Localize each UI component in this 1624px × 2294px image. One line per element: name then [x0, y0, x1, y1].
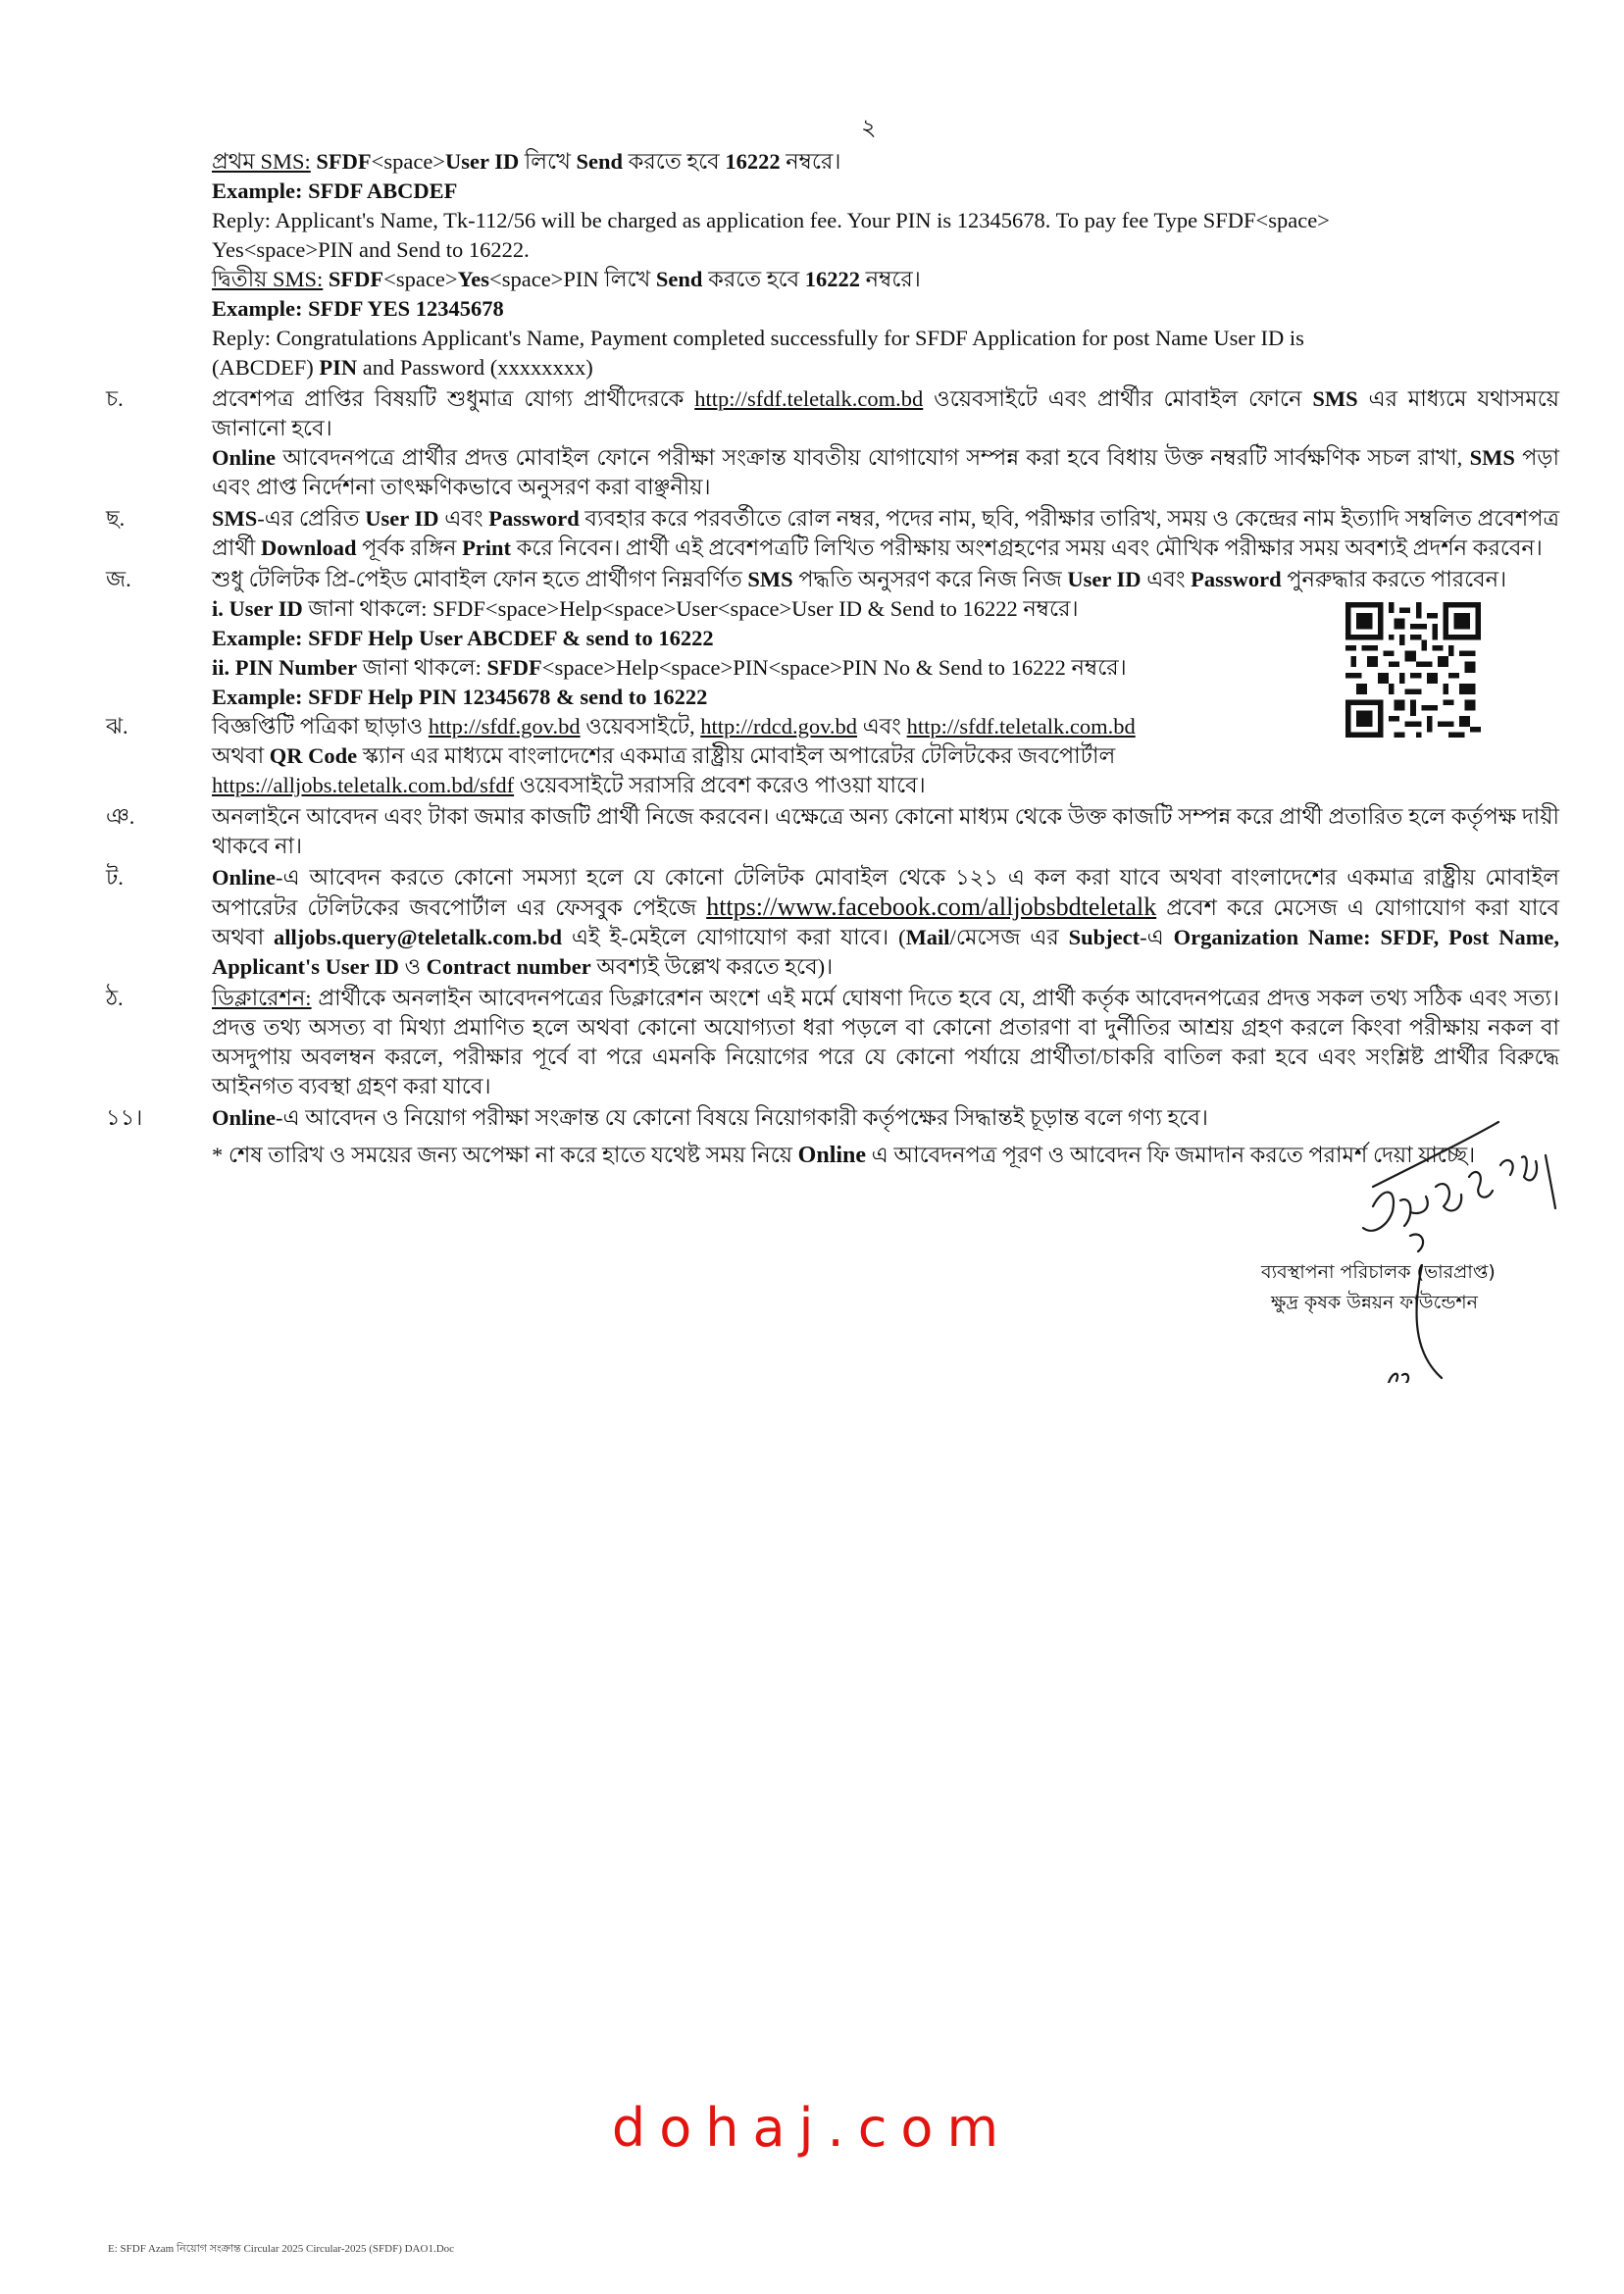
- cha-text-5: পড়া এবং প্রাপ্ত নির্দেশনা: [212, 445, 1560, 499]
- item-ja-marker: জ.: [106, 567, 131, 591]
- sms2-send: Send: [655, 267, 703, 291]
- item-11-online: Online: [212, 1105, 277, 1130]
- sms1-send: Send: [576, 149, 624, 174]
- sms1-label: প্রথম SMS:: [212, 149, 311, 174]
- ja-and: এবং: [1146, 567, 1186, 591]
- ja-example-2: Example: SFDF Help PIN 12345678 & send to 16222: [212, 685, 708, 709]
- sms2-space-pin: <space>PIN: [489, 267, 599, 291]
- jha-text-5: স্ক্যান এর মাধ্যমে বাংলাদেশের একমাত্র রাষ্ট্রীয় মোবাইল অপারেটর টেলিটকের জবপোর্টাল: [362, 743, 1116, 768]
- support-email[interactable]: alljobs.query@teletalk.com.bd: [273, 925, 563, 949]
- sms2-number: 16222: [804, 267, 861, 291]
- alljobs-link[interactable]: https://alljobs.teletalk.com.bd/sfdf: [212, 773, 515, 797]
- cha-text-6: তাৎক্ষণিকভাবে অনুসরণ করা বাঞ্ছনীয়।: [381, 475, 711, 499]
- ja-ii-command: <space>Help<space>PIN<space>PIN No & Send to 16222: [541, 655, 1066, 680]
- sms2-space: <space>: [383, 267, 458, 291]
- chha-text-1: -এর প্রেরিত: [257, 506, 360, 531]
- chha-text-3: পূর্বক রঙ্গিন: [362, 535, 457, 560]
- cha-sms-2: SMS: [1469, 445, 1515, 470]
- cha-text-4: আবেদনপত্রে প্রার্থীর প্রদত্ত মোবাইল ফোনে পরীক্ষা সংক্রান্ত যাবতীয় যোগাযোগ সম্পন্ন করা হবে বিধায় উক্ত নম্বরটি সার্বক্ষণিক সচল রাখা,: [282, 445, 1463, 470]
- ta-contract-number: Contract number: [426, 954, 591, 979]
- signatory-block: [1261, 1257, 1496, 1318]
- signatory-designation: ব্যবস্থাপনা পরিচালক (ভারপ্রাপ্ত): [1261, 1261, 1496, 1283]
- ta-text-7: অবশ্যই উল্লেখ করতে হবে)।: [596, 954, 834, 979]
- document-body: [106, 147, 1559, 1170]
- sms2-code: SFDF: [328, 267, 384, 291]
- ta-and: ও: [404, 954, 422, 979]
- item-11-body: -এ আবেদন ও নিয়োগ পরীক্ষা সংক্রান্ত যে কোনো বিষয়ে নিয়োগকারী কর্তৃপক্ষের সিদ্ধান্তই চূড়ান্ত বলে গণ্য হবে।: [276, 1105, 1208, 1130]
- watermark: dohaj.com: [611, 2097, 1013, 2159]
- ta-applicant-userid: Applicant's User ID: [212, 954, 399, 979]
- file-path: E: SFDF Azam নিয়োগ সংক্রান্ত Circular 2025 Circular-2025 (SFDF) DAO1.Doc: [108, 2243, 455, 2255]
- ta-text-3: প্রবেশ করে মেসেজ এ যোগাযোগ করা যাবে অথবা: [212, 895, 1560, 949]
- jha-qr-code-label: QR Code: [269, 743, 358, 768]
- ja-ii-label: ii. PIN Number: [212, 655, 358, 680]
- sfdf-teletalk-link[interactable]: http://sfdf.teletalk.com.bd: [906, 714, 1136, 739]
- item-nya-marker: ঞ.: [106, 804, 135, 829]
- item-jha: [106, 712, 1559, 800]
- signatory-organization: ক্ষুদ্র কৃষক উন্নয়ন ফাউন্ডেশন: [1271, 1292, 1478, 1313]
- item-11: [106, 1103, 1559, 1133]
- ja-text-2: পদ্ধতি অনুসরণ করে নিজ নিজ: [798, 567, 1062, 591]
- ta-text-2: জবপোর্টাল এর ফেসবুক পেইজে: [409, 895, 697, 920]
- sms2-reply-2: [106, 353, 1559, 382]
- declaration-text: প্রার্থীকে অনলাইন আবেদনপত্রের ডিক্লারেশন অংশে এই মর্মে ঘোষণা দিতে হবে যে, প্রার্থী কর্তৃক আবেদনপত্রের প্রদত্ত সকল তথ্য সঠিক এবং সত্য। প্রদত্ত তথ্য অসত্য বা মিথ্যা প্রমাণিত হলে অথবা কোনো অযোগ্যতা ধরা পড়লে বা কোনো প্রতারণা বা দুর্নীতির আশ্রয় গ্রহণ করলে কিংবা পরীক্ষায় নকল বা অসদুপায় অবলম্বন করলে, পরীক্ষার পূর্বে বা পরে এমনকি নিয়োগের পরে যে কোনো পর্যায়ে প্রার্থীতা/চাকরি বাতিল করা হবে এবং সংশ্লিষ্ট প্রার্থীর বিরুদ্ধে আইনগত ব্যবস্থা গ্রহণ করা যাবে।: [212, 986, 1560, 1098]
- chha-userid: User ID: [365, 506, 439, 531]
- item-tha: [106, 984, 1559, 1101]
- item-ta-marker: ট.: [106, 865, 124, 890]
- ja-password: Password: [1191, 567, 1282, 591]
- item-jha-text: [212, 712, 1330, 800]
- item-jha-marker: ঝ.: [106, 714, 128, 739]
- ta-text-4: এই ই-মেইলে যোগাযোগ করা যাবে। (: [571, 925, 906, 949]
- ja-ii-to: নম্বরে।: [1071, 655, 1127, 680]
- ja-text-1: শুধু টেলিটক প্রি-পেইড মোবাইল ফোন হতে প্রার্থীগণ নিম্নবর্ণিত: [212, 567, 742, 591]
- ta-online: Online: [212, 865, 277, 890]
- ta-subject: Subject: [1068, 925, 1141, 949]
- ja-sms: SMS: [747, 567, 793, 591]
- sms2-reply-password: and Password (xxxxxxxx): [362, 355, 593, 380]
- sms2-reply-1: Reply: Congratulations Applicant's Name, Payment completed successfully for SFDF Application for post Name User ID is: [212, 326, 1304, 350]
- sms1-write: লিখে: [524, 149, 571, 174]
- teletalk-link[interactable]: http://sfdf.teletalk.com.bd: [694, 386, 924, 411]
- sms1-code: SFDF: [316, 149, 372, 174]
- cha-text-2: ওয়েবসাইটে এবং প্রার্থীর মোবাইল ফোনে: [934, 386, 1302, 411]
- declaration-label: ডিক্লারেশন:: [212, 986, 312, 1010]
- sms1-reply-1: Reply: Applicant's Name, Tk-112/56 will be charged as application fee. Your PIN is 12345678. To pay fee Type SFDF<space>: [212, 208, 1330, 232]
- sfdf-gov-link[interactable]: http://sfdf.gov.bd: [428, 714, 581, 739]
- item-11-marker: ১১।: [106, 1105, 143, 1130]
- facebook-link[interactable]: https://www.facebook.com/alljobsbdteletalk: [706, 892, 1157, 921]
- ta-text-6: -এ: [1140, 925, 1164, 949]
- sms1-example-text: Example: SFDF ABCDEF: [212, 178, 458, 203]
- item-nya: [106, 802, 1559, 861]
- ja-userid: User ID: [1067, 567, 1142, 591]
- item-nya-text: অনলাইনে আবেদন এবং টাকা জমার কাজটি প্রার্থী নিজে করবেন। এক্ষেত্রে অন্য কোনো মাধ্যম থেকে উক্ত কাজটি সম্পন্ন করে প্রার্থী প্রতারিত হলে কর্তৃপক্ষ দায়ী থাকবে না।: [212, 804, 1559, 858]
- qr-code-icon[interactable]: [1345, 602, 1481, 738]
- ja-i-to: নম্বরে।: [1023, 596, 1079, 621]
- note-text-2: এ আবেদনপত্র পূরণ ও আবেদন ফি জমাদান করতে পরামর্শ দেয়া যাচ্ছে।: [871, 1143, 1476, 1167]
- cha-text-3: এর মাধ্যমে যথাসময়ে জানানো হবে।: [212, 386, 1560, 440]
- ta-text-5: /মেসেজ এর: [949, 925, 1059, 949]
- item-cha: [106, 384, 1559, 502]
- ja-i-known: জানা থাকলে:: [308, 596, 428, 621]
- sms2-must: করতে হবে: [708, 267, 800, 291]
- ja-i-label: i. User ID: [212, 596, 303, 621]
- jha-text-3: এবং: [862, 714, 901, 739]
- item-chha-marker: ছ.: [106, 506, 126, 531]
- chha-password: Password: [488, 506, 580, 531]
- item-ta-text: [212, 863, 1559, 982]
- ja-text-3: পুনরুদ্ধার করতে পারবেন।: [1287, 567, 1507, 591]
- rdcd-gov-link[interactable]: http://rdcd.gov.bd: [700, 714, 858, 739]
- sms1-line: [106, 147, 1559, 177]
- sms2-example-text: Example: SFDF YES 12345678: [212, 296, 504, 321]
- sms2-example: [106, 294, 1559, 324]
- ja-ii-known: জানা থাকলে:: [362, 655, 482, 680]
- sms1-space: <space>: [371, 149, 446, 174]
- jha-text-1: বিজ্ঞপ্তিটি পত্রিকা ছাড়াও: [212, 714, 424, 739]
- chha-sms: SMS: [212, 506, 258, 531]
- sms2-to: নম্বরে।: [865, 267, 921, 291]
- chha-text-4: করে নিবেন। প্রার্থী এই প্রবেশপত্রটি লিখিত পরীক্ষায় অংশগ্রহণের সময় এবং মৌখিক পরীক্ষার সময় অবশ্যই প্রদর্শন করবেন।: [516, 535, 1543, 560]
- jha-text-6: ওয়েবসাইটে সরাসরি প্রবেশ করেও পাওয়া যাবে।: [519, 773, 926, 797]
- ta-mail: Mail: [905, 925, 950, 949]
- cha-online: Online: [212, 445, 277, 470]
- sms2-yes: Yes: [457, 267, 490, 291]
- sms2-label: দ্বিতীয় SMS:: [212, 267, 324, 291]
- sms2-reply-userid: (ABCDEF): [212, 355, 314, 380]
- item-tha-marker: ঠ.: [106, 986, 124, 1010]
- handwritten-signature: [1353, 1118, 1624, 1383]
- item-cha-text: [212, 384, 1559, 502]
- item-cha-marker: চ.: [106, 386, 124, 411]
- ta-text-1: -এ আবেদন করতে কোনো সমস্যা হলে যে কোনো টেলিটক মোবাইল থেকে ১২১ এ কল করা যাবে অথবা বাংলাদেশের একমাত্র রাষ্ট্রীয় মোবাইল অপারেটর টেলিটকের: [212, 865, 1559, 920]
- sms2-reply-pin: PIN: [319, 355, 358, 380]
- page-number: ২: [861, 116, 877, 141]
- item-chha-text: [212, 504, 1559, 563]
- sms1-must: করতে হবে: [628, 149, 720, 174]
- item-chha: [106, 504, 1559, 563]
- jha-text-4: অথবা: [212, 743, 265, 768]
- note-online: Online: [797, 1143, 867, 1168]
- item-ta: [106, 863, 1559, 982]
- sms1-example: [106, 177, 1559, 206]
- sms1-reply-2: Yes<space>PIN and Send to 16222.: [212, 237, 530, 262]
- ja-ii-code: SFDF: [486, 655, 542, 680]
- sms1-to: নম্বরে।: [786, 149, 841, 174]
- chha-print: Print: [462, 535, 512, 560]
- chha-text-2: ব্যবহার করে পরবর্তীতে রোল নম্বর, পদের নাম, ছবি, পরীক্ষার তারিখ, সময় ও কেন্দ্রের নাম ইত্যাদি সম্বলিত প্রবেশপত্র প্রার্থী: [212, 506, 1560, 560]
- deadline-note: [106, 1141, 1559, 1170]
- chha-download: Download: [260, 535, 357, 560]
- item-ja: [106, 565, 1559, 712]
- ta-organization: Organization Name: SFDF, Post Name,: [1173, 925, 1560, 949]
- ja-i-command: SFDF<space>Help<space>User<space>User ID & Send to 16222: [432, 596, 1018, 621]
- sms2-line: [106, 265, 1559, 294]
- cha-text-1: প্রবেশপত্র প্রাপ্তির বিষয়টি শুধুমাত্র যোগ্য প্রার্থীদেরকে: [212, 386, 685, 411]
- jha-text-2: ওয়েবসাইটে,: [585, 714, 695, 739]
- note-text-1: * শেষ তারিখ ও সময়ের জন্য অপেক্ষা না করে হাতে যথেষ্ট সময় নিয়ে: [212, 1143, 793, 1167]
- sms1-number: 16222: [725, 149, 781, 174]
- ja-example-1: Example: SFDF Help User ABCDEF & send to 16222: [212, 626, 714, 650]
- sms1-userid: User ID: [445, 149, 520, 174]
- item-tha-text: [212, 984, 1559, 1101]
- chha-and: এবং: [444, 506, 483, 531]
- cha-sms: SMS: [1312, 386, 1358, 411]
- sms2-write: লিখে: [604, 267, 651, 291]
